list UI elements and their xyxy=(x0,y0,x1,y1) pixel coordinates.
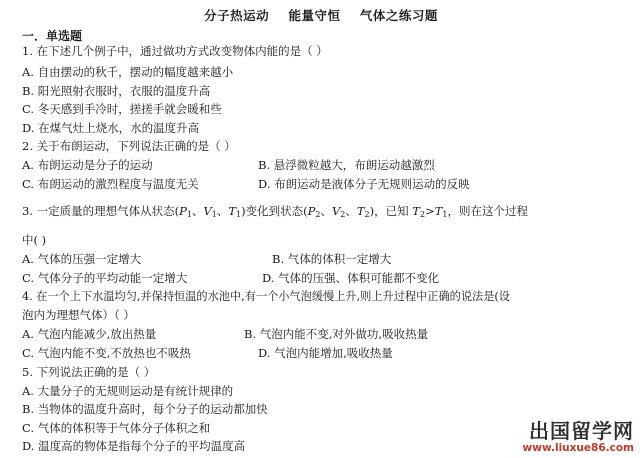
watermark-url: www.liuxue86.com xyxy=(522,442,634,454)
section-heading: 一．单选题 xyxy=(22,29,83,43)
q3-option-b: B. 气体的体积一定增大 xyxy=(272,252,392,266)
q5-option-a: A. 大量分子的无规则运动是有统计规律的 xyxy=(22,384,234,398)
q1-option-b: B. 阳光照射衣服时，衣服的温度升高 xyxy=(22,84,211,98)
q3-option-a: A. 气体的压强一定增大 xyxy=(22,252,142,266)
q3-stem: 3. 一定质量的理想气体从状态($P_1$、$V_1$、$T_1$)变化到状态($P_2$、$V_2$、$T_2$)，已知 $T_2>T_1$，则在这个过程 xyxy=(22,204,528,219)
q3-option-c: C. 气体分子的平均动能一定增大 xyxy=(22,271,188,285)
q5-option-c: C. 气体的体积等于气体分子体积之和 xyxy=(22,421,211,435)
q5-stem: 5. 下列说法正确的是（ ） xyxy=(22,365,156,379)
q2-option-d: D. 布朗运动是液体分子无规则运动的反映 xyxy=(258,177,470,191)
watermark-logo-text: 出国留学网 xyxy=(529,419,634,443)
q1-option-c: C. 冬天感到手冷时，搓搓手就会暖和些 xyxy=(22,102,222,116)
q2-option-a: A. 布朗运动是分子的运动 xyxy=(22,158,153,172)
q5-option-b: B. 当物体的温度升高时，每个分子的运动都加快 xyxy=(22,402,268,416)
q4-option-b: B. 气泡内能不变,对外做功,吸收热量 xyxy=(244,327,429,341)
q4-stem-line2: 泡内为理想气体）（ ） xyxy=(22,308,135,322)
q2-option-b: B. 悬浮微粒越大，布朗运动越激烈 xyxy=(258,158,435,172)
q2-stem: 2. 关于布朗运动，下列说法正确的是（ ） xyxy=(22,139,236,153)
q4-option-a: A. 气泡内能减少,放出热量 xyxy=(22,327,157,341)
q4-option-c: C. 气泡内能不变,不放热也不吸热 xyxy=(22,346,191,360)
q3-stem-cont: 中( ) xyxy=(22,233,47,247)
q2-option-c: C. 布朗运动的激烈程度与温度无关 xyxy=(22,177,199,191)
worksheet-title: 分子热运动 能量守恒 气体之练习题 xyxy=(204,8,438,23)
q5-option-d: D. 温度高的物体是指每个分子的平均温度高 xyxy=(22,439,246,453)
q3-option-d: D. 气体的压强、体积可能都不变化 xyxy=(262,271,440,285)
site-watermark xyxy=(523,420,634,454)
q4-option-d: D. 气泡内能增加,吸收热量 xyxy=(258,346,393,360)
q1-option-a: A. 自由摆动的秋千，摆动的幅度越来越小 xyxy=(22,65,234,79)
q1-option-d: D. 在煤气灶上烧水，水的温度升高 xyxy=(22,121,200,135)
q1-stem: 1. 在下述几个例子中，通过做功方式改变物体内能的是（ ） xyxy=(22,44,328,58)
q4-stem-line1: 4. 在一个上下水温均匀,并保持恒温的水池中,有一个小气泡缓慢上升,则上升过程中正确的说法是(设 xyxy=(22,290,510,303)
